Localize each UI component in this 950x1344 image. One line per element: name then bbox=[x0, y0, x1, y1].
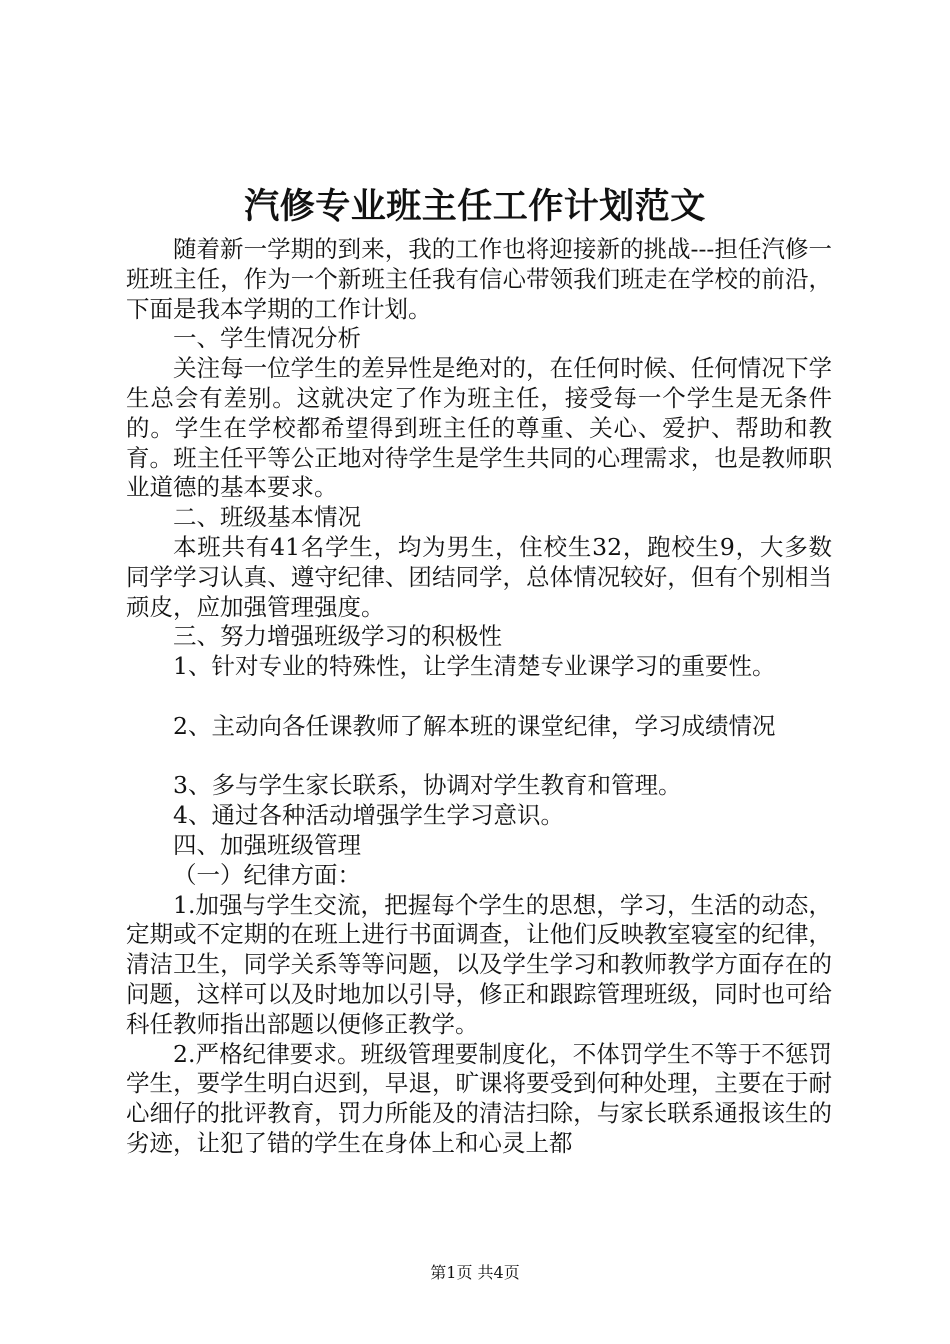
learning-item-3: 3、多与学生家长联系，协调对学生教育和管理。 bbox=[173, 771, 682, 800]
learning-item-2: 2、主动向各任课教师了解本班的课堂纪律，学习成绩情况 bbox=[173, 711, 776, 740]
class-info-paragraph: 本班共有41名学生，均为男生，住校生32，跑校生9，大多数同学学习认真、遵守纪律、团结同学，总体情况较好，但有个别相当顽皮，应加强管理强度。 bbox=[126, 532, 832, 621]
section-heading-student-analysis: 一、学生情况分析 bbox=[173, 324, 361, 353]
document-title: 汽修专业班主任工作计划范文 bbox=[244, 186, 706, 227]
document-body bbox=[126, 235, 832, 1159]
student-analysis-paragraph: 关注每一位学生的差异性是绝对的，在任何时候、任何情况下学生总会有差别。这就决定了作为班主任，接受每一个学生是无条件的。学生在学校都希望得到班主任的尊重、关心、爱护、帮助和教育。班主任平等公正地对待学生是学生共同的心理需求，也是教师职业道德的基本要求。 bbox=[126, 354, 832, 502]
learning-item-4: 4、通过各种活动增强学生学习意识。 bbox=[173, 801, 564, 830]
discipline-item-2: 2.严格纪律要求。班级管理要制度化，不体罚学生不等于不惩罚学生，要学生明白迟到，早退，旷课将要受到何种处理，主要在于耐心细仔的批评教育，罚力所能及的清洁扫除，与家长联系通报该生的劣迹，让犯了错的学生在身体上和心灵上都 bbox=[126, 1039, 832, 1157]
subsection-heading-discipline: （一）纪律方面： bbox=[173, 860, 361, 889]
learning-item-1: 1、针对专业的特殊性，让学生清楚专业课学习的重要性。 bbox=[173, 652, 776, 681]
page-footer: 第1页 共4页 bbox=[430, 1263, 520, 1282]
section-heading-learning: 三、努力增强班级学习的积极性 bbox=[173, 622, 502, 651]
section-heading-class-info: 二、班级基本情况 bbox=[173, 503, 361, 532]
intro-paragraph: 随着新一学期的到来，我的工作也将迎接新的挑战---担任汽修一班班主任，作为一个新班主任我有信心带领我们班走在学校的前沿，下面是我本学期的工作计划。 bbox=[126, 235, 832, 323]
discipline-item-1: 1.加强与学生交流，把握每个学生的思想，学习，生活的动态，定期或不定期的在班上进行书面调查，让他们反映教室寝室的纪律，清洁卫生，同学关系等等问题，以及学生学习和教师教学方面存在的问题，这样可以及时地加以引导，修正和跟踪管理班级，同时也可给科任教师指出部题以便修正教学。 bbox=[126, 890, 832, 1038]
section-heading-management: 四、加强班级管理 bbox=[173, 830, 361, 859]
